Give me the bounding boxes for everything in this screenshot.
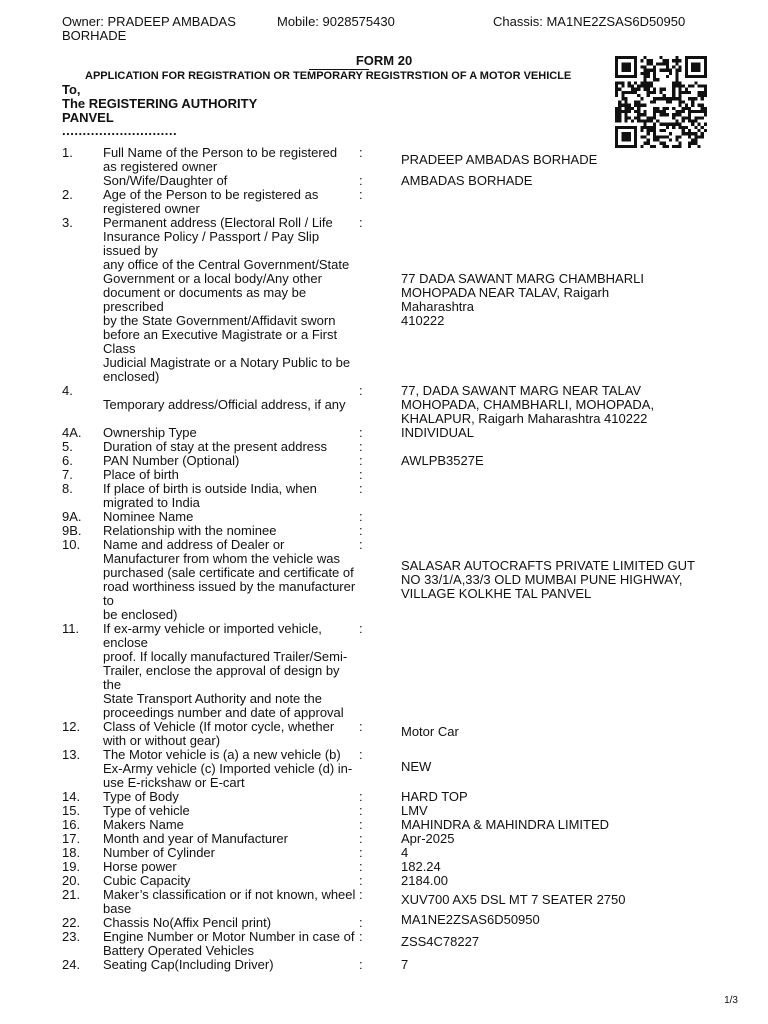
field-label: proceedings number and date of approval	[103, 705, 344, 720]
field-label: any office of the Central Government/State	[103, 257, 350, 272]
field-colon: :	[359, 467, 363, 482]
field-label: Full Name of the Person to be registered	[103, 145, 338, 160]
field-label: Class of Vehicle (If motor cycle, whether	[103, 719, 335, 734]
field-colon: :	[359, 383, 363, 398]
field-value: KHALAPUR, Raigarh Maharashtra 410222	[401, 411, 648, 426]
field-label: Maker’s classification or if not known, wheel	[103, 887, 356, 902]
field-colon: :	[359, 509, 363, 524]
field-number: 9B.	[62, 523, 82, 538]
field-colon: :	[359, 831, 363, 846]
field-value: AMBADAS BORHADE	[401, 173, 533, 188]
field-number: 10.	[62, 537, 81, 552]
form-title: FORM 20	[355, 53, 413, 68]
field-value: 77 DADA SAWANT MARG CHAMBHARLI	[401, 271, 644, 286]
field-number: 3.	[62, 215, 73, 230]
field-colon: :	[359, 621, 363, 636]
field-label: purchased (sale certificate and certificate of	[103, 565, 354, 580]
field-label: The Motor vehicle is (a) a new vehicle (b)	[103, 747, 341, 762]
field-number: 15.	[62, 803, 81, 818]
field-label: If ex-army vehicle or imported vehicle,	[103, 621, 322, 636]
field-number: 23.	[62, 929, 81, 944]
field-label: Type of vehicle	[103, 803, 190, 818]
field-colon: :	[359, 803, 363, 818]
field-colon: :	[359, 747, 363, 762]
owner-line-2: BORHADE	[62, 28, 127, 43]
field-label: prescribed	[103, 299, 164, 314]
field-label: road worthiness issued by the manufacturer	[103, 579, 356, 594]
field-label: Makers Name	[103, 817, 184, 832]
field-value: 4	[401, 845, 409, 860]
field-label: Temporary address/Official address, if any	[103, 397, 346, 412]
field-value: AWLPB3527E	[401, 453, 484, 468]
field-colon: :	[359, 719, 363, 734]
field-colon: :	[359, 215, 363, 230]
field-label: by the State Government/Affidavit sworn	[103, 313, 336, 328]
field-label: Engine Number or Motor Number in case of	[103, 929, 355, 944]
field-number: 18.	[62, 845, 81, 860]
field-label: Permanent address (Electoral Roll / Life	[103, 215, 333, 230]
field-label: enclosed)	[103, 369, 160, 384]
field-colon: :	[359, 187, 363, 202]
field-colon: :	[359, 845, 363, 860]
field-number: 2.	[62, 187, 73, 202]
field-label: base	[103, 901, 132, 916]
field-value: 182.24	[401, 859, 441, 874]
field-label: Type of Body	[103, 789, 179, 804]
field-value: XUV700 AX5 DSL MT 7 SEATER 2750	[401, 892, 626, 907]
field-label: migrated to India	[103, 495, 200, 510]
field-label: Seating Cap(Including Driver)	[103, 957, 274, 972]
field-label: Government or a local body/Any other	[103, 271, 322, 286]
field-label: Trailer, enclose the approval of design by	[103, 663, 340, 678]
field-label: Ownership Type	[103, 425, 197, 440]
field-value: Apr-2025	[401, 831, 455, 846]
field-value: Motor Car	[401, 724, 459, 739]
field-label: as registered owner	[103, 159, 218, 174]
chassis-number: Chassis: MA1NE2ZSAS6D50950	[493, 14, 686, 29]
field-number: 6.	[62, 453, 73, 468]
field-label: Ex-Army vehicle (c) Imported vehicle (d) in-	[103, 761, 353, 776]
field-colon: :	[359, 173, 363, 188]
field-label: Battery Operated Vehicles	[103, 943, 255, 958]
owner-name	[62, 15, 272, 43]
field-number: 19.	[62, 859, 81, 874]
field-value: 2184.00	[401, 873, 448, 888]
field-label: Insurance Policy / Passport / Pay Slip	[103, 229, 320, 244]
field-number: 13.	[62, 747, 81, 762]
field-number: 17.	[62, 831, 81, 846]
field-value: INDIVIDUAL	[401, 425, 474, 440]
field-value: NO 33/1/A,33/3 OLD MUMBAI PUNE HIGHWAY,	[401, 572, 683, 587]
field-number: 9A.	[62, 509, 82, 524]
field-label: Age of the Person to be registered as	[103, 187, 319, 202]
owner-line-1: Owner: PRADEEP AMBADAS	[62, 14, 236, 29]
field-number: 4.	[62, 383, 73, 398]
field-colon: :	[359, 915, 363, 930]
field-colon: :	[359, 145, 363, 160]
field-label: State Transport Authority and note the	[103, 691, 322, 706]
field-value: HARD TOP	[401, 789, 468, 804]
field-number: 1.	[62, 145, 73, 160]
field-value: PRADEEP AMBADAS BORHADE	[401, 152, 598, 167]
field-colon: :	[359, 453, 363, 468]
field-value: SALASAR AUTOCRAFTS PRIVATE LIMITED GUT	[401, 558, 695, 573]
qr-code	[615, 56, 707, 148]
field-colon: :	[359, 929, 363, 944]
field-label: with or without gear)	[103, 733, 221, 748]
field-label: Name and address of Dealer or	[103, 537, 285, 552]
field-number: 16.	[62, 817, 81, 832]
field-label: Nominee Name	[103, 509, 194, 524]
field-label: Place of birth	[103, 467, 179, 482]
field-label: to	[103, 593, 114, 608]
field-label: If place of birth is outside India, when	[103, 481, 317, 496]
field-label: registered owner	[103, 201, 200, 216]
field-number: 8.	[62, 481, 73, 496]
field-label: Son/Wife/Daughter of	[103, 173, 228, 188]
field-number: 11.	[62, 621, 80, 636]
field-value: ZSS4C78227	[401, 934, 480, 949]
registering-authority: The REGISTERING AUTHORITY	[62, 96, 258, 111]
field-number: 24.	[62, 957, 81, 972]
addressee-to: To,	[62, 82, 81, 97]
field-value: MA1NE2ZSAS6D50950	[401, 912, 540, 927]
field-value: Maharashtra	[401, 299, 474, 314]
field-value: MOHOPADA NEAR TALAV, Raigarh	[401, 285, 610, 300]
field-value: 410222	[401, 313, 445, 328]
mobile-number: Mobile: 9028575430	[277, 14, 395, 29]
field-label: Number of Cylinder	[103, 845, 215, 860]
field-label: be enclosed)	[103, 607, 178, 622]
field-value: 7	[401, 957, 409, 972]
field-label: Judicial Magistrate or a Notary Public to be	[103, 355, 351, 370]
field-number: 7.	[62, 467, 73, 482]
field-label: proof. If locally manufactured Trailer/Semi-	[103, 649, 348, 664]
dotted-line: ............................	[62, 123, 178, 138]
field-colon: :	[359, 957, 363, 972]
field-number: 4A.	[62, 425, 82, 440]
field-number: 12.	[62, 719, 81, 734]
field-colon: :	[359, 537, 363, 552]
field-label: Horse power	[103, 859, 177, 874]
field-label: enclose	[103, 635, 148, 650]
field-label: the	[103, 677, 122, 692]
field-number: 20.	[62, 873, 81, 888]
field-colon: :	[359, 425, 363, 440]
field-colon: :	[359, 789, 363, 804]
field-label: issued by	[103, 243, 158, 258]
field-colon: :	[359, 859, 363, 874]
field-value: MAHINDRA & MAHINDRA LIMITED	[401, 817, 610, 832]
field-value: NEW	[401, 759, 432, 774]
field-value: LMV	[401, 803, 428, 818]
field-colon: :	[359, 481, 363, 496]
field-value: 77, DADA SAWANT MARG NEAR TALAV	[401, 383, 642, 398]
form-subtitle: APPLICATION FOR REGISTRATION OR TEMPORARY REGISTRSTION OF A MOTOR VEHICLE	[85, 70, 572, 82]
field-label: Month and year of Manufacturer	[103, 831, 288, 846]
field-colon: :	[359, 817, 363, 832]
field-label: Cubic Capacity	[103, 873, 191, 888]
field-label: Manufacturer from whom the vehicle was	[103, 551, 340, 566]
field-value: MOHOPADA, CHAMBHARLI, MOHOPADA,	[401, 397, 655, 412]
field-label: Chassis No(Affix Pencil print)	[103, 915, 272, 930]
field-value: VILLAGE KOLKHE TAL PANVEL	[401, 586, 592, 601]
field-colon: :	[359, 887, 363, 902]
field-label: use E-rickshaw or E-cart	[103, 775, 245, 790]
field-number: 21.	[62, 887, 81, 902]
field-label: document or documents as may be	[103, 285, 307, 300]
field-label: before an Executive Magistrate or a First	[103, 327, 338, 342]
field-label: Relationship with the nominee	[103, 523, 277, 538]
field-label: PAN Number (Optional)	[103, 453, 240, 468]
rto-office: PANVEL	[62, 110, 114, 125]
field-number: 14.	[62, 789, 81, 804]
field-label: Duration of stay at the present address	[103, 439, 328, 454]
field-colon: :	[359, 873, 363, 888]
field-colon: :	[359, 439, 363, 454]
field-number: 5.	[62, 439, 73, 454]
field-label: Class	[103, 341, 136, 356]
field-colon: :	[359, 523, 363, 538]
field-number: 22.	[62, 915, 81, 930]
page-indicator: 1/3	[724, 995, 738, 1006]
